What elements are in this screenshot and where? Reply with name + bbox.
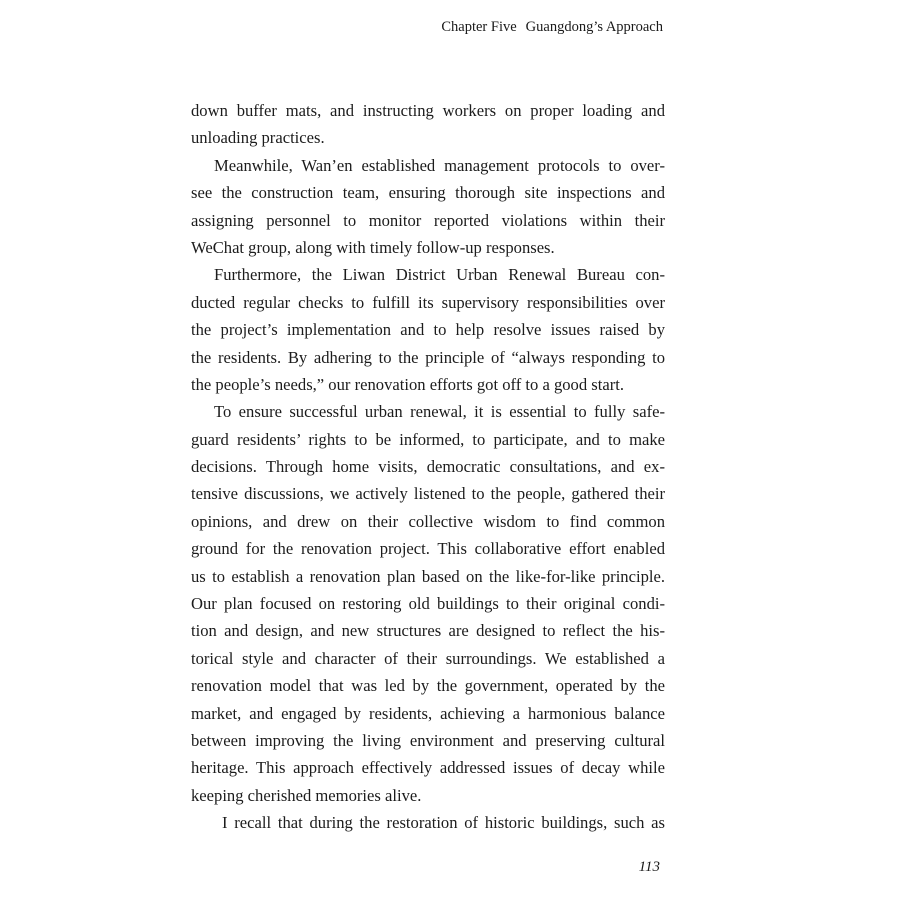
text-line: ducted regular checks to fulfill its supervisory responsibilities over — [191, 292, 665, 312]
page-number: 113 — [638, 859, 660, 875]
text-line: tensive discussions, we actively listened to the people, gathered their — [191, 484, 665, 504]
text-line: renovation model that was led by the government, operated by the — [191, 676, 665, 696]
chapter-label: Chapter Five — [441, 19, 517, 35]
text-line: keeping cherished memories alive. — [191, 785, 422, 805]
text-line: market, and engaged by residents, achieving a harmonious balance — [191, 703, 665, 723]
text-line: us to establish a renovation plan based on the like-for-like principle. — [191, 566, 665, 586]
text-line: Meanwhile, Wan’en established management protocols to over- — [214, 155, 665, 175]
text-line: tion and design, and new structures are designed to reflect the his- — [191, 621, 665, 641]
chapter-title: Guangdong’s Approach — [525, 19, 663, 35]
text-line: unloading practices. — [191, 128, 325, 148]
text-line: down buffer mats, and instructing workers on proper loading and — [191, 101, 665, 120]
text-line: heritage. This approach effectively addressed issues of decay while — [191, 758, 665, 778]
text-line: decisions. Through home visits, democratic consultations, and ex- — [191, 457, 665, 477]
text-line: Our plan focused on restoring old buildings to their original condi- — [191, 594, 665, 614]
text-line: I recall that during the restoration of historic buildings, such as — [222, 813, 665, 833]
text-line: guard residents’ rights to be informed, to participate, and to make — [191, 429, 665, 449]
text-line: between improving the living environment and preserving cultural — [191, 730, 665, 750]
running-header — [441, 19, 663, 36]
text-line: the people’s needs,” our renovation efforts got off to a good start. — [191, 374, 625, 394]
text-line: assigning personnel to monitor reported violations within their — [191, 210, 665, 230]
text-line: the project’s implementation and to help resolve issues raised by — [191, 320, 665, 340]
text-line: WeChat group, along with timely follow-up responses. — [191, 237, 555, 257]
text-line: To ensure successful urban renewal, it is essential to fully safe- — [214, 402, 665, 422]
text-line: Furthermore, the Liwan District Urban Renewal Bureau con- — [214, 265, 665, 285]
text-line: see the construction team, ensuring thorough site inspections and — [191, 183, 665, 203]
text-line: the residents. By adhering to the principle of “always responding to — [191, 347, 665, 367]
text-line: opinions, and drew on their collective wisdom to find common — [191, 511, 665, 531]
text-line: torical style and character of their surroundings. We established a — [191, 648, 665, 668]
text-line: ground for the renovation project. This collaborative effort enabled — [191, 539, 665, 559]
body-text — [191, 97, 665, 837]
